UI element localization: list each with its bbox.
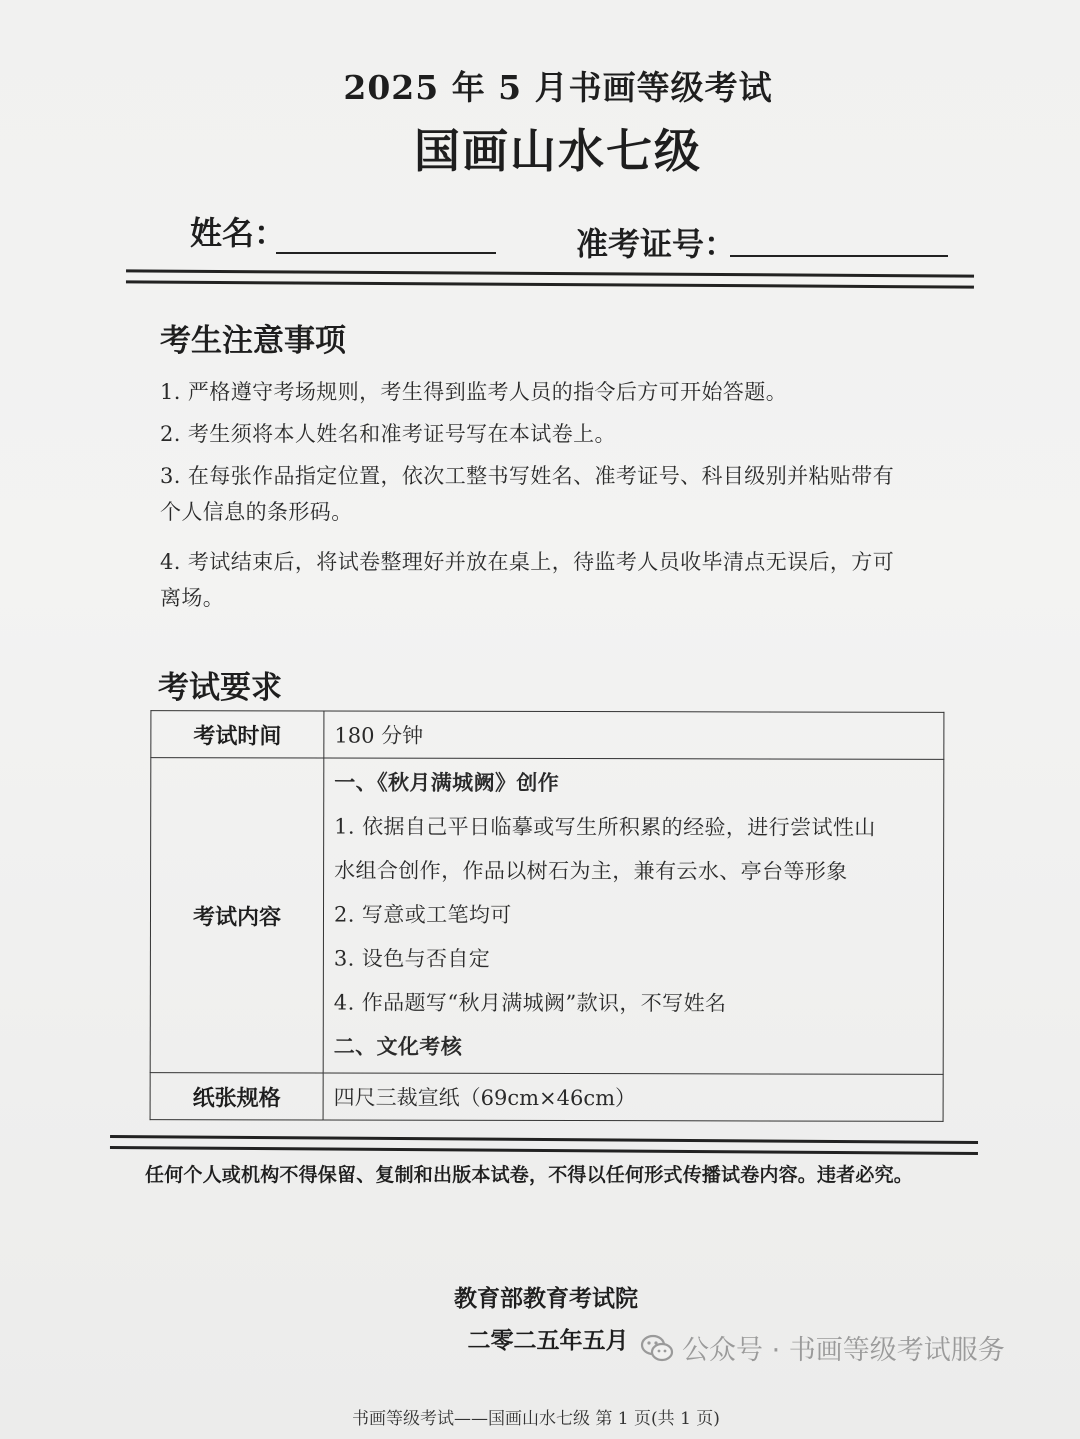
paper-label: 纸张规格	[150, 1073, 323, 1120]
content-line: 4. 作品题写“秋月满城阙”款识，不写姓名	[333, 990, 727, 1016]
wechat-icon	[640, 1333, 674, 1363]
ticket-label: 准考证号：	[576, 225, 737, 263]
requirements-table	[150, 710, 945, 1122]
watermark-text: 公众号 · 书画等级考试服务	[682, 1335, 1005, 1366]
table-row	[151, 711, 944, 760]
content-line: 水组合创作，作品以树石为主，兼有云水、亭台等形象	[334, 858, 848, 884]
exam-subtitle: 2025 年 5 月书画等级考试	[343, 68, 773, 107]
bottom-double-rule	[110, 1135, 978, 1155]
top-double-rule	[126, 269, 974, 288]
page-footer: 书画等级考试——国画山水七级 第 1 页(共 1 页)	[352, 1409, 720, 1429]
notice-line: 2. 考生须将本人姓名和准考证号写在本试卷上。	[160, 422, 616, 446]
watermark	[640, 1328, 1005, 1367]
content-label: 考试内容	[150, 758, 324, 1073]
content-line: 二、文化考核	[333, 1034, 463, 1059]
name-label: 姓名：	[190, 214, 287, 252]
ticket-blank	[730, 255, 948, 257]
name-blank	[276, 252, 496, 254]
time-label: 考试时间	[151, 711, 324, 758]
notice-line: 4. 考试结束后，将试卷整理好并放在桌上，待监考人员收毕清点无误后，方可	[160, 550, 895, 574]
notice-line: 1. 严格遵守考场规则，考生得到监考人员的指令后方可开始答题。	[160, 380, 788, 404]
content-line: 2. 写意或工笔均可	[333, 902, 512, 927]
notice-line: 个人信息的条形码。	[160, 500, 353, 524]
notice-heading: 考生注意事项	[160, 323, 346, 359]
table-row	[150, 758, 944, 1075]
content-line: 1. 依据自己平日临摹或写生所积累的经验，进行尝试性山	[334, 814, 876, 840]
notice-line: 3. 在每张作品指定位置，依次工整书写姓名、准考证号、科目级别并粘贴带有	[160, 464, 895, 488]
notice-line: 离场。	[160, 586, 225, 610]
paper-value: 四尺三裁宣纸（69cm×46cm）	[323, 1073, 943, 1121]
copyright-warning: 任何个人或机构不得保留、复制和出版本试卷，不得以任何形式传播试卷内容。违者必究。	[145, 1164, 914, 1186]
requirements-heading: 考试要求	[158, 670, 282, 706]
issue-date: 二零二五年五月	[467, 1328, 629, 1354]
time-value: 180 分钟	[324, 711, 944, 759]
issuer-org: 教育部教育考试院	[454, 1286, 638, 1312]
content-cell	[323, 758, 944, 1074]
content-line: 3. 设色与否自定	[333, 946, 491, 971]
content-line: 一、《秋月满城阙》创作	[334, 770, 560, 796]
exam-title: 国画山水七级	[414, 124, 702, 178]
notice-list	[160, 376, 960, 614]
table-row	[150, 1073, 943, 1122]
